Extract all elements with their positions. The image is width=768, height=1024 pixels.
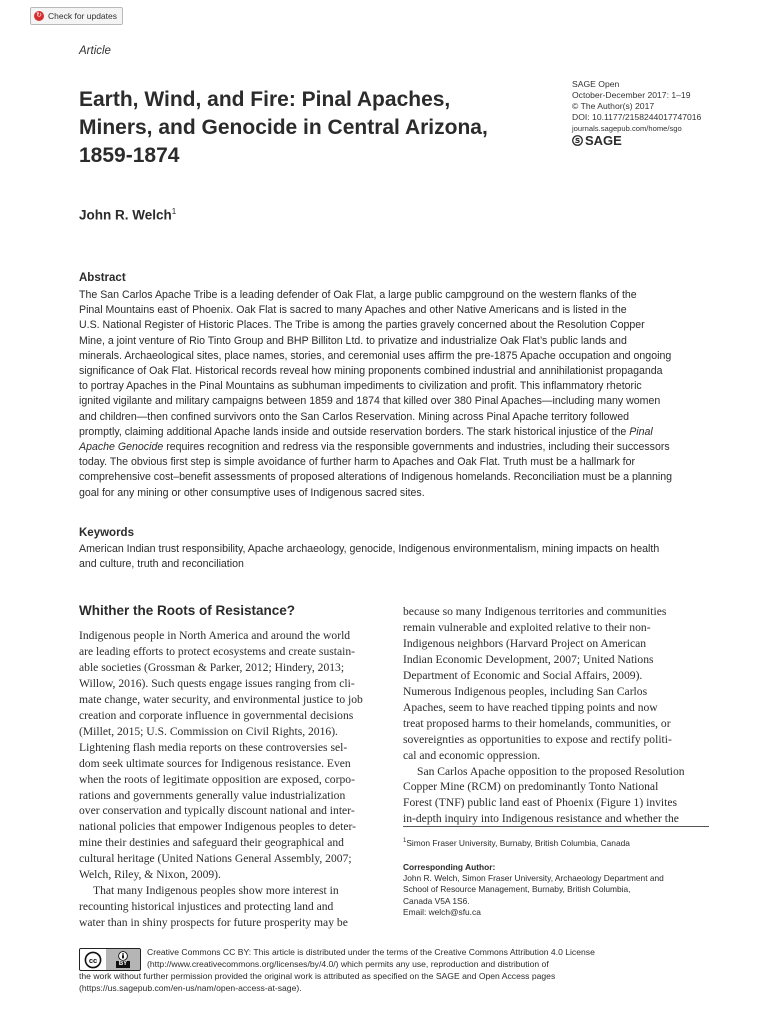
article-type-label: Article: [79, 45, 111, 57]
title-line: 1859-1874: [79, 144, 180, 167]
license-line: Creative Commons CC BY: This article is distributed under the terms of the Creative Commons Attribution 4.0 License: [147, 947, 595, 957]
keywords-line: American Indian trust responsibility, Apache archaeology, genocide, Indigenous environmentalism, mining impacts on health: [79, 543, 660, 555]
abstract-line: significance of Oak Flat. Historical records reveal how mining proponents combined industrial and annihilationist propaganda: [79, 365, 663, 378]
body-line: Numerous Indigenous peoples, including San Carlos: [403, 684, 648, 698]
body-line: Welch, Riley, & Nixon, 2009).: [79, 868, 221, 882]
check-for-updates-button[interactable]: [30, 7, 123, 25]
license-text: [79, 947, 595, 995]
keywords-heading: Keywords: [79, 527, 134, 539]
sage-logo: [572, 135, 701, 146]
body-line: rations and governments generally value industrialization: [79, 788, 346, 802]
corresponding-author-heading: Corresponding Author:: [403, 862, 496, 872]
abstract-line: [79, 425, 711, 440]
body-column-right: [403, 604, 709, 827]
license-line[interactable]: (https://us.sagepub.com/en-us/nam/open-access-at-sage).: [79, 982, 302, 993]
author-byline: [79, 207, 176, 223]
body-line: because so many Indigenous territories and communities: [403, 605, 667, 618]
cc-by-text: BY: [116, 961, 130, 968]
abstract-line: and children—then confined survivors onto the San Carlos Reservation. Mining across Pinal Apache territory followed: [79, 410, 629, 423]
body-line: Willow, 2016). Such quests engage issues ranging from cli-: [79, 676, 355, 690]
body-line: mate change, water security, and environmental justice to job: [79, 692, 363, 706]
author-name: John R. Welch: [79, 207, 172, 223]
abstract-line: The San Carlos Apache Tribe is a leading defender of Oak Flat, a large public campground on the western flanks of the: [79, 289, 637, 301]
body-line: creation and corporate influence in governmental decisions: [79, 708, 354, 722]
body-line: able societies (Grossman & Parker, 2012; Hindery, 2013;: [79, 660, 345, 674]
body-line: over conservation and typically discount national and inter-: [79, 804, 355, 818]
footnote-block: [403, 836, 664, 918]
sage-logo-icon: [572, 135, 583, 146]
check-for-updates-label: Check for updates: [48, 11, 117, 21]
corresponding-author-line: Canada V5A 1S6.: [403, 895, 470, 906]
abstract-line: comprehensive cost–benefit assessments of proposed alterations of Indigenous homelands. Reconciliation must be a planning: [79, 471, 673, 484]
abstract-italic-term: Pinal: [629, 425, 653, 438]
license-line: the work without further permission provided the original work is attributed as specified on the SAGE and Open Access pages: [79, 970, 556, 981]
abstract-line: minerals. Archaeological sites, place names, stories, and ceremonial uses affirm the pre-1875 Apache occupation and ongoing: [79, 349, 672, 362]
journal-doi[interactable]: DOI: 10.1177/2158244017747016: [572, 112, 702, 122]
body-line: Indigenous neighbors (Harvard Project on American: [403, 636, 647, 650]
body-line: remain vulnerable and exploited relative to their non-: [403, 620, 651, 634]
title-line: Earth, Wind, and Fire: Pinal Apaches,: [79, 88, 451, 111]
body-line: Department of Economic and Social Affairs, 2009).: [403, 668, 643, 682]
body-line: Forest (TNF) public land east of Phoenix (Figure 1) invites: [403, 796, 678, 810]
body-line: Apaches, seem to have reached tipping points and now: [403, 700, 658, 714]
abstract-italic-term: Apache Genocide: [79, 441, 164, 454]
journal-name: SAGE Open: [572, 79, 620, 89]
section-heading: Whither the Roots of Resistance?: [79, 603, 296, 618]
body-line: water than in shiny prospects for future prosperity may be: [79, 916, 348, 930]
abstract-line: to portray Apaches in the Pinal Mountains as subhuman impediments to civilization and profit. This inflammatory rhetoric: [79, 380, 642, 393]
abstract-line: U.S. National Register of Historic Places. The Tribe is among the parties gravely concerned about the Resolution Copper: [79, 319, 645, 332]
body-column-left: [79, 628, 382, 931]
body-line: when the roots of legitimate opposition are exposed, corpo-: [79, 772, 355, 786]
journal-copyright: © The Author(s) 2017: [572, 101, 655, 111]
author-affiliation-mark: 1: [171, 207, 177, 216]
journal-issue: October-December 2017: 1–19: [572, 90, 691, 100]
abstract-line-text: promptly, claiming additional Apache lands inside and outside reservation borders. The stark historical injustice of the: [79, 425, 627, 438]
abstract-line: Pinal Mountains east of Phoenix. Oak Flat is sacred to many Apaches and other Native Americans and is listed in the: [79, 304, 627, 317]
body-line: Lightening flash media reports on these controversies sel-: [79, 740, 348, 754]
title-line: Miners, and Genocide in Central Arizona,: [79, 116, 488, 139]
abstract-line: today. The obvious first step is simple avoidance of further harm to Apaches and Oak Flat. Truth must be a hallmark for: [79, 456, 636, 469]
keywords-line: and culture, truth and reconciliation: [79, 558, 244, 571]
corresponding-author-line: John R. Welch, Simon Fraser University, Archaeology Department and: [403, 873, 664, 884]
journal-info: [572, 79, 701, 146]
update-icon: ↻: [34, 11, 44, 21]
body-line: national policies that empower Indigenous peoples to deter-: [79, 820, 356, 834]
abstract-line: ignited vigilante and military campaigns between 1859 and 1874 that killed over 380 Pinal Apaches—including many women: [79, 395, 661, 408]
keywords-text: [79, 542, 659, 572]
abstract-heading: Abstract: [79, 272, 126, 284]
body-line: dom seek ultimate sources for Indigenous resistance. Even: [79, 756, 351, 770]
body-line: recounting historical injustices and protecting land and: [79, 900, 334, 914]
affiliation-footnote: [403, 836, 664, 849]
sage-logo-text: SAGE: [585, 133, 622, 148]
corresponding-author-line: School of Resource Management, Burnaby, British Columbia,: [403, 884, 631, 895]
abstract-line: [79, 440, 711, 455]
license-line[interactable]: (http://www.creativecommons.org/licenses/by/4.0/) which permits any use, reproduction and distribution of: [147, 958, 549, 969]
svg-text:cc: cc: [88, 955, 98, 965]
body-line: mine their destinies and safeguard their geographical and: [79, 836, 344, 850]
body-line: treat proposed harms to their homelands, communities, or: [403, 716, 671, 730]
body-line: Copper Mine (RCM) on predominantly Tonto National: [403, 780, 659, 794]
affiliation-text: Simon Fraser University, Burnaby, British Columbia, Canada: [406, 837, 630, 848]
journal-url[interactable]: journals.sagepub.com/home/sgo: [572, 124, 682, 133]
footnote-divider: [403, 826, 709, 827]
abstract-line-text: requires recognition and redress via the responsible governments and industries, including their successors: [166, 441, 670, 454]
article-title: [79, 86, 488, 170]
body-line: Indigenous people in North America and around the world: [79, 629, 351, 642]
body-line: sovereignties as opportunities to expose and rectify politi-: [403, 732, 672, 746]
body-line: (Millet, 2015; U.S. Commission on Civil Rights, 2016).: [79, 724, 338, 738]
body-line: cultural heritage (United Nations General Assembly, 2007;: [79, 852, 352, 866]
abstract-text: [79, 288, 711, 501]
abstract-line: goal for any mining or other consumptive uses of Indigenous sacred sites.: [79, 486, 425, 499]
affiliation-mark: 1: [403, 838, 407, 844]
body-line: are leading efforts to protect ecosystems and create sustain-: [79, 644, 355, 658]
body-line: in-depth inquiry into Indigenous resistance and whether the: [403, 812, 679, 826]
abstract-line: Mine, a joint venture of Rio Tinto Group and BHP Billiton Ltd. to privatize and industrialize Oak Flat’s public lands and: [79, 334, 627, 347]
corresponding-author-email[interactable]: Email: welch@sfu.ca: [403, 906, 481, 917]
body-line: San Carlos Apache opposition to the proposed Resolution: [417, 764, 685, 778]
body-line: That many Indigenous peoples show more interest in: [93, 884, 339, 898]
body-line: Indian Economic Development, 2007; United Nations: [403, 652, 654, 666]
body-line: cal and economic oppression.: [403, 748, 541, 762]
